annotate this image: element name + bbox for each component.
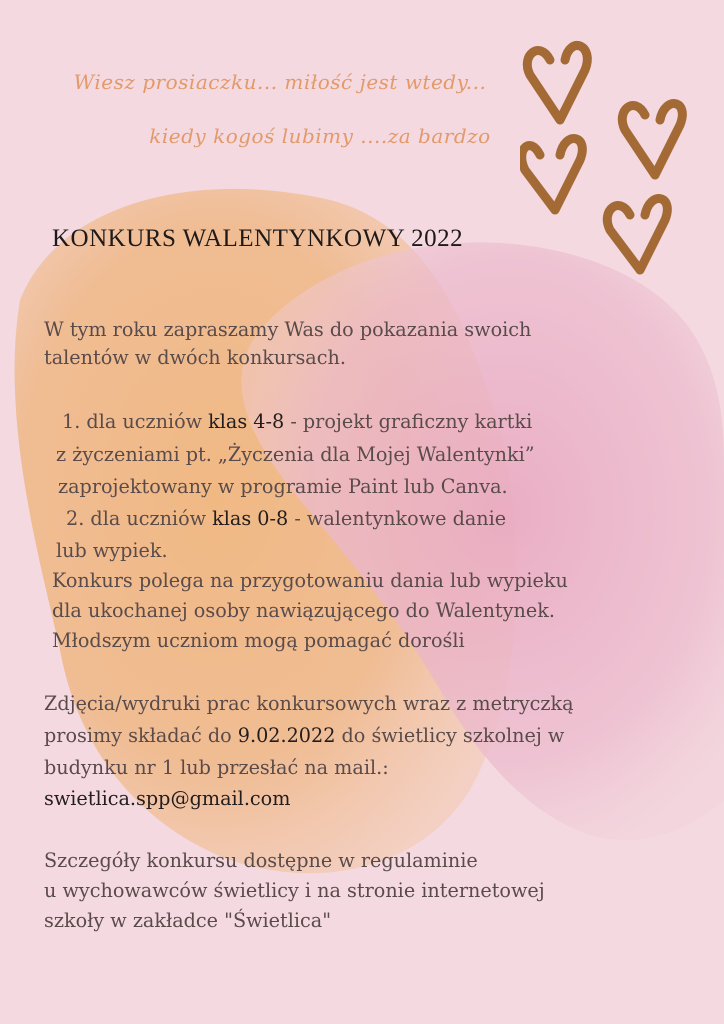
item-2-suffix: - walentynkowe danie xyxy=(288,507,507,530)
item-2-prefix: 2. dla uczniów xyxy=(66,507,213,530)
item-1-suffix: - projekt graficzny kartki xyxy=(284,410,533,433)
heart-icon xyxy=(622,104,682,175)
details-line-1: Szczegóły konkursu dostępne w regulaminie xyxy=(44,849,478,872)
item-2-desc-2: dla ukochanej osoby nawiązującego do Walentynek. xyxy=(52,599,555,622)
item-2-line-1 xyxy=(66,505,506,533)
poster-title: KONKURS WALENTYNKOWY 2022 xyxy=(52,225,464,252)
details-line-2: u wychowawców świetlicy i na stronie internetowej xyxy=(44,879,545,902)
item-1-line-3: zaprojektowany w programie Paint lub Canva. xyxy=(58,475,508,498)
quote-line-2: kiedy kogoś lubimy ....za bardzo xyxy=(149,124,491,148)
submission-prefix: prosimy składać do xyxy=(44,724,238,747)
item-2-desc-3: Młodszym uczniom mogą pomagać dorośli xyxy=(52,629,465,652)
item-1-line-1 xyxy=(62,408,532,436)
item-2-line-2: lub wypiek. xyxy=(56,539,168,562)
heart-icon xyxy=(527,46,587,120)
item-1-grade: klas 4-8 xyxy=(208,410,285,433)
submission-line-3: budynku nr 1 lub przesłać na mail.: xyxy=(44,756,389,779)
submission-line-1: Zdjęcia/wydruki prac konkursowych wraz z metryczką xyxy=(44,692,574,715)
item-1-prefix: 1. dla uczniów xyxy=(62,410,209,433)
intro-line-2: talentów w dwóch konkursach. xyxy=(44,346,346,369)
intro-line-1: W tym roku zapraszamy Was do pokazania swoich xyxy=(44,318,532,341)
heart-icon xyxy=(522,139,583,210)
deadline-date: 9.02.2022 xyxy=(237,724,336,747)
item-1-line-2: z życzeniami pt. „Życzenia dla Mojej Walentynki” xyxy=(56,443,535,466)
details-line-3: szkoły w zakładce "Świetlica" xyxy=(44,909,332,932)
quote-line-1: Wiesz prosiaczku... miłość jest wtedy... xyxy=(73,70,487,94)
submission-line-2 xyxy=(44,722,564,750)
item-2-grade: klas 0-8 xyxy=(212,507,289,530)
heart-icon xyxy=(607,199,667,270)
contact-email[interactable]: swietlica.spp@gmail.com xyxy=(44,787,291,810)
submission-suffix: do świetlicy szkolnej w xyxy=(335,724,565,747)
item-2-desc-1: Konkurs polega na przygotowaniu dania lub wypieku xyxy=(52,569,568,592)
